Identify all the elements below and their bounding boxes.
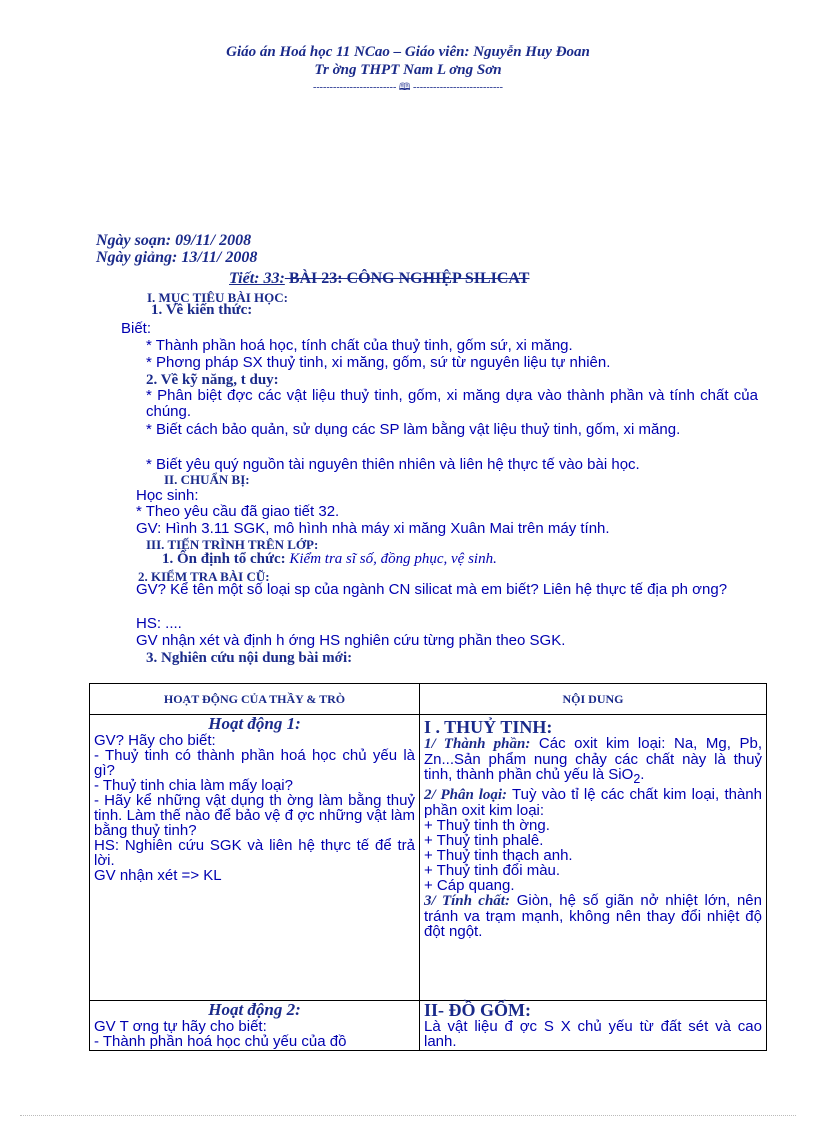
- activity-1-heading: Hoạt động 1:: [208, 714, 301, 733]
- activity-1-cell: [90, 715, 420, 1001]
- text-skill-2: * Biết cách bảo quản, sử dụng các SP làm bằng vật liệu thuỷ tinh, gốm, xi măng.: [146, 421, 681, 438]
- activity-1-line: - Hãy kể những vật dụng th ờng làm bằng thuỷ tinh. Làm thế nào để bảo vệ đ ợc những vật làm bằng thuỷ tinh?: [94, 792, 415, 839]
- lesson-period: Tiết: 33:: [229, 270, 285, 287]
- content-2-heading: II- ĐỒ GỐM:: [424, 1000, 531, 1020]
- text-students: Học sinh:: [136, 487, 199, 504]
- date-prepared: Ngày soạn: 09/11/ 2008: [96, 232, 252, 249]
- activity-1-line: - Thuỷ tinh chia làm mấy loại?: [94, 777, 293, 794]
- doc-header-divider: ------------------------- 🕮 ---------------------------: [313, 82, 503, 93]
- section-objectives: I. MỤC TIÊU BÀI HỌC:: [147, 290, 288, 305]
- content-1-cell: [420, 715, 767, 1001]
- table-row: [90, 715, 767, 1001]
- activity-table: [89, 683, 767, 1051]
- sub-new-content: 3. Nghiên cứu nội dung bài mới:: [146, 650, 353, 666]
- sub-organize: [162, 551, 497, 568]
- sub-knowledge: 1. Về kiến thức:: [151, 302, 253, 318]
- content-2-cell: [420, 1001, 767, 1051]
- list-item: + Thuỷ tinh đổi màu.: [424, 862, 561, 879]
- date-taught: Ngày giảng: 13/11/ 2008: [96, 249, 258, 266]
- text-know: Biết:: [121, 320, 152, 337]
- lesson-title: [229, 270, 529, 288]
- list-item: + Cáp quang.: [424, 877, 515, 894]
- page-bottom-divider: [20, 1115, 796, 1116]
- text-review-question: GV? Kể tên một số loại sp của ngành CN silicat mà em biết? Liên hệ thực tế địa ph ơng?: [136, 581, 728, 598]
- doc-header-line1: Giáo án Hoá học 11 NCao – Giáo viên: Nguyễn Huy Đoan: [226, 44, 590, 60]
- table-row: [90, 1001, 767, 1051]
- content-1-heading: I . THUỶ TINH:: [424, 717, 553, 737]
- content-1-composition: 1/ Thành phần: Các oxit kim loại: Na, Mg, Pb, Zn...Sản phẩm nung chảy các chất này là thuỷ tinh, thành phần chủ yếu là SiO$_2$.: [424, 735, 762, 786]
- doc-header-line2: Tr ờng THPT Nam L ơng Sơn: [314, 62, 502, 78]
- content-1-properties: 3/ Tính chất: Giòn, hệ số giãn nở nhiệt lớn, nên tránh va trạm mạnh, không nên thay đổi nhiệt độ đột ngột.: [424, 892, 762, 940]
- section-process: III. TIẾN TRÌNH TRÊN LỚP:: [146, 537, 319, 552]
- text-know-1: * Thành phần hoá học, tính chất của thuỷ tinh, gốm sứ, xi măng.: [146, 337, 573, 354]
- text-skill-1: * Phân biệt đợc các vật liệu thuỷ tinh, gốm, xi măng dựa vào thành phần và tính chất của chúng.: [146, 387, 758, 420]
- section-prep: II. CHUẨN BỊ:: [164, 472, 250, 487]
- list-item: + Thuỷ tinh th ờng.: [424, 817, 550, 834]
- list-item: + Thuỷ tinh thạch anh.: [424, 847, 573, 864]
- organize-label: 1. Ổn định tổ chức:: [162, 551, 290, 567]
- section-review: 2. KIỂM TRA BÀI CŨ:: [138, 569, 270, 584]
- col-content-header: NỘI DUNG: [420, 684, 767, 715]
- text-skill-3: * Biết yêu quý nguồn tài nguyên thiên nhiên và liên hệ thực tế vào bài học.: [146, 456, 640, 473]
- table-header-row: [90, 684, 767, 715]
- organize-text: Kiểm tra sĩ số, đồng phục, vệ sinh.: [289, 551, 497, 567]
- text-gv-comment: GV nhận xét và định h ớng HS nghiên cứu từng phần theo SGK.: [136, 632, 566, 649]
- activity-2-cell: [90, 1001, 420, 1051]
- col-activities-header: HOẠT ĐỘNG CỦA THẦY & TRÒ: [90, 684, 420, 715]
- list-item: + Thuỷ tinh phalê.: [424, 832, 544, 849]
- activity-2-line: - Thành phần hoá học chủ yếu của đồ: [94, 1033, 347, 1050]
- text-know-2: * Phơng pháp SX thuỷ tinh, xi măng, gốm, sứ từ nguyên liệu tự nhiên.: [146, 354, 611, 371]
- activity-1-line: GV? Hãy cho biết:: [94, 732, 216, 749]
- activity-2-heading: Hoạt động 2:: [208, 1000, 301, 1019]
- activity-1-line: HS: Nghiên cứu SGK và liên hệ thực tế để trả lời.: [94, 837, 415, 869]
- text-teacher-prep: GV: Hình 3.11 SGK, mô hình nhà máy xi măng Xuân Mai trên máy tính.: [136, 520, 610, 537]
- lesson-name: BÀI 23: CÔNG NGHIỆP SILICAT: [284, 270, 530, 287]
- activity-1-line: - Thuỷ tinh có thành phần hoá học chủ yếu là gì?: [94, 747, 415, 779]
- content-1-classification: 2/ Phân loại: Tuỳ vào tỉ lệ các chất kim loại, thành phần oxit kim loại:: [424, 786, 762, 819]
- sub-skills: 2. Về kỹ năng, t duy:: [146, 372, 279, 388]
- content-2-text: Là vật liệu đ ợc S X chủ yếu từ đất sét và cao lanh.: [424, 1018, 762, 1050]
- activity-2-line: GV T ơng tự hãy cho biết:: [94, 1018, 267, 1035]
- activity-1-line: GV nhận xét => KL: [94, 867, 222, 884]
- text-assigned: * Theo yêu cầu đã giao tiết 32.: [136, 503, 340, 520]
- text-hs: HS: ....: [136, 615, 182, 632]
